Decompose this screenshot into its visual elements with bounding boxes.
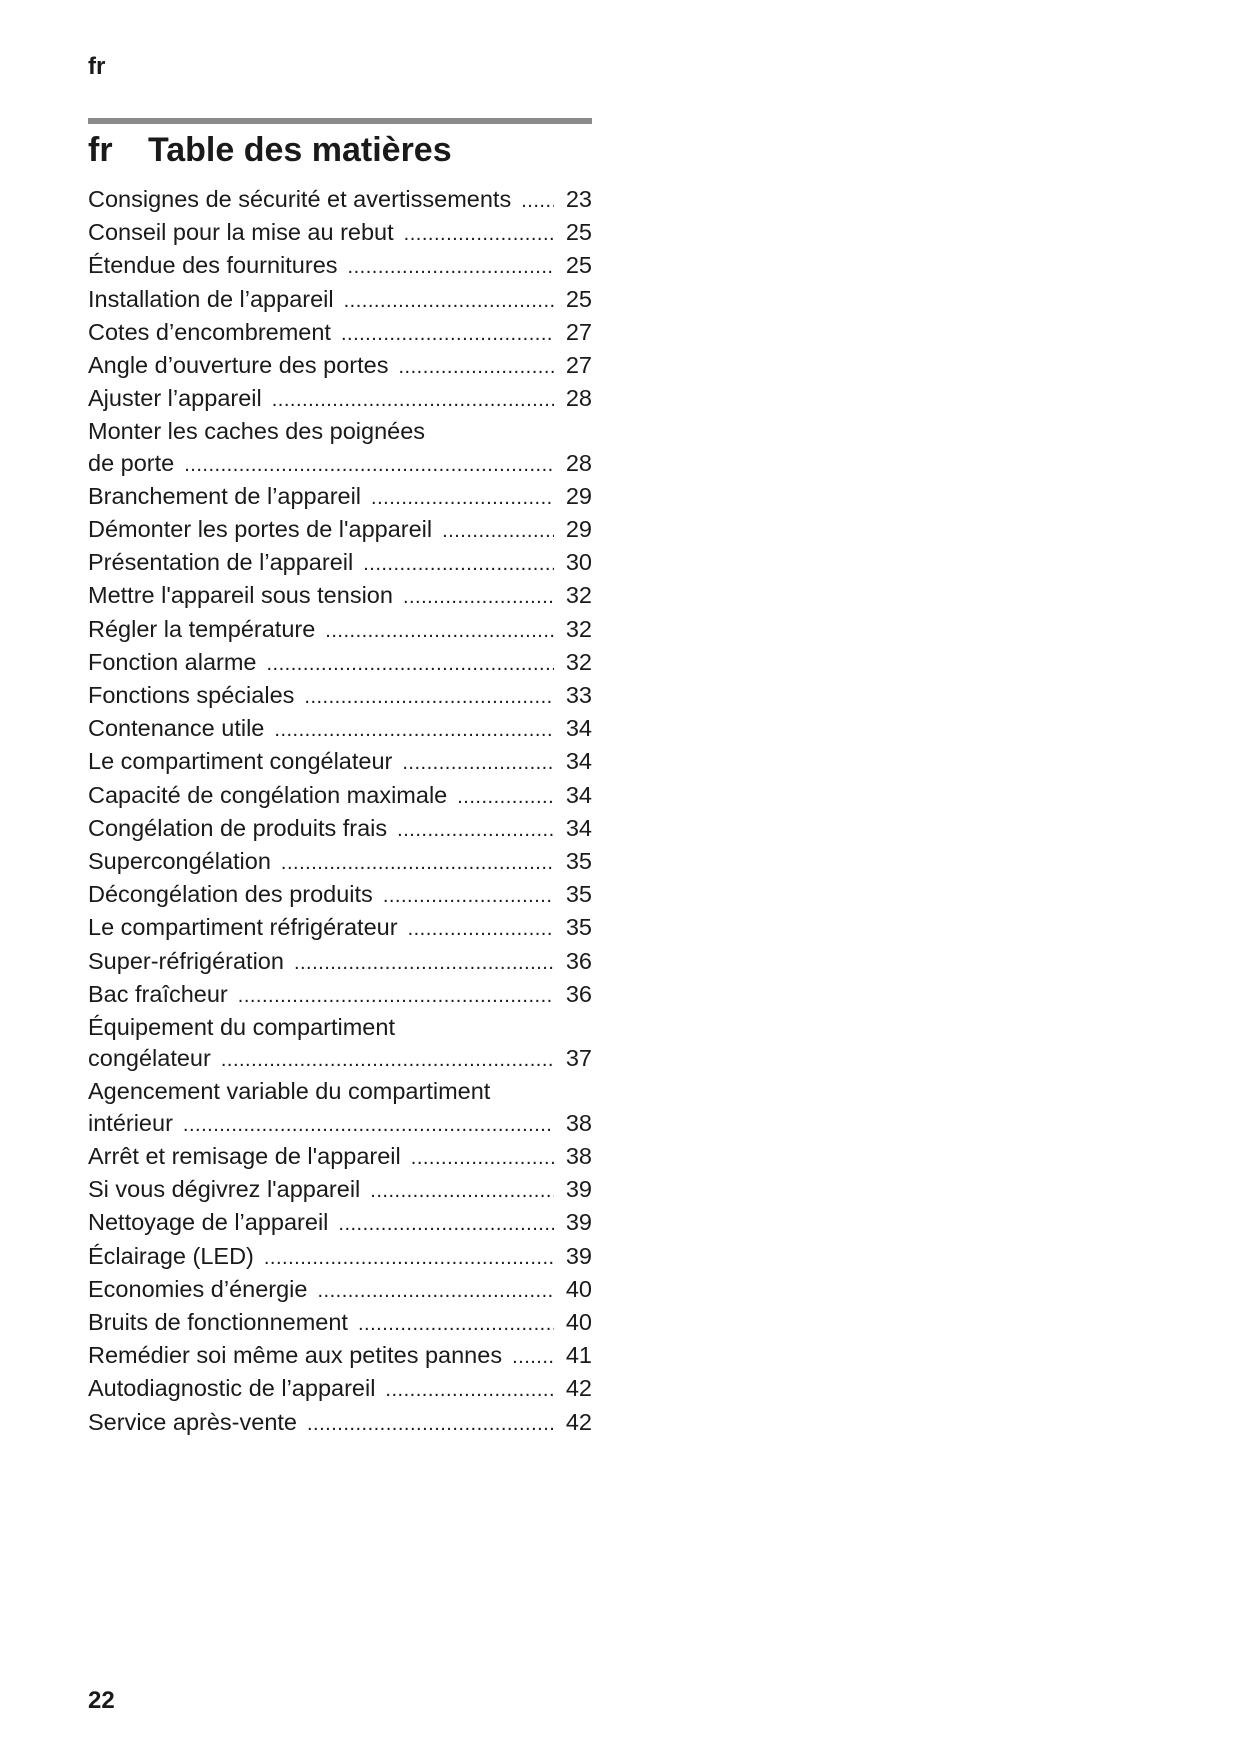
toc-dot-leader bbox=[304, 680, 554, 713]
toc-dot-leader bbox=[264, 1241, 554, 1274]
toc-entry-page: 30 bbox=[565, 549, 592, 576]
toc-entry-label: Remédier soi même aux petites pannes bbox=[88, 1342, 503, 1369]
toc-entry-page: 32 bbox=[565, 648, 592, 675]
toc-entry-label: Angle d’ouverture des portes bbox=[88, 352, 389, 379]
toc-entry-row bbox=[88, 846, 592, 879]
page-number: 22 bbox=[88, 1687, 115, 1714]
toc-entry-row bbox=[88, 946, 592, 979]
page-title bbox=[88, 128, 592, 172]
toc-entry-page: 28 bbox=[565, 449, 592, 476]
toc-entry-label: Contenance utile bbox=[88, 715, 265, 742]
toc-entry-row bbox=[88, 284, 592, 317]
toc-entry[interactable] bbox=[88, 250, 592, 283]
toc-entry-page: 25 bbox=[565, 219, 592, 246]
toc-entry-page: 29 bbox=[565, 516, 592, 543]
toc-entry-row bbox=[88, 680, 592, 713]
toc-entry[interactable] bbox=[88, 912, 592, 945]
toc-entry[interactable] bbox=[88, 1340, 592, 1373]
toc-dot-leader bbox=[272, 383, 554, 416]
toc-entry-label: Étendue des fournitures bbox=[88, 252, 338, 279]
toc-entry-page: 36 bbox=[565, 947, 592, 974]
toc-entry-label: Le compartiment réfrigérateur bbox=[88, 914, 398, 941]
title-text: Table des matières bbox=[148, 131, 452, 169]
toc-entry-row bbox=[88, 250, 592, 283]
toc-entry[interactable] bbox=[88, 284, 592, 317]
toc-entry-label: Consignes de sécurité et avertissements bbox=[88, 186, 512, 212]
toc-entry-row bbox=[88, 580, 592, 613]
toc-entry[interactable] bbox=[88, 217, 592, 250]
toc-entry-label: Mettre l'appareil sous tension bbox=[88, 582, 393, 609]
toc-entry-page: 32 bbox=[565, 582, 592, 609]
toc-entry-label: Présentation de l’appareil bbox=[88, 549, 354, 576]
toc-entry-row bbox=[88, 514, 592, 547]
toc-entry-label: Conseil pour la mise au rebut bbox=[88, 219, 394, 246]
toc-entry[interactable] bbox=[88, 1373, 592, 1406]
toc-entry[interactable] bbox=[88, 780, 592, 813]
toc-dot-leader bbox=[184, 448, 554, 481]
toc-entry-row bbox=[88, 217, 592, 250]
toc-entry-label: Super-réfrigération bbox=[88, 947, 284, 974]
toc-entry[interactable] bbox=[88, 746, 592, 779]
toc-entry-label: Décongélation des produits bbox=[88, 881, 373, 908]
toc-entry-row bbox=[88, 184, 592, 217]
toc-entry[interactable] bbox=[88, 846, 592, 879]
toc-entry-page: 39 bbox=[565, 1209, 592, 1236]
toc-entry-label: Arrêt et remisage de l'appareil bbox=[88, 1142, 401, 1169]
toc-entry-row bbox=[88, 1373, 592, 1406]
toc-dot-leader bbox=[442, 514, 554, 547]
toc-entry-label: Éclairage (LED) bbox=[88, 1242, 254, 1269]
toc-entry-label: Bac fraîcheur bbox=[88, 980, 228, 1007]
table-of-contents bbox=[88, 184, 592, 1440]
toc-entry-row bbox=[88, 746, 592, 779]
toc-entry-page: 34 bbox=[565, 814, 592, 841]
toc-entry-label-line1: Équipement du compartiment bbox=[88, 1014, 395, 1041]
toc-entry-label: intérieur bbox=[88, 1109, 173, 1136]
toc-entry-label: Démonter les portes de l'appareil bbox=[88, 516, 433, 543]
toc-entry-page: 25 bbox=[565, 252, 592, 279]
toc-entry[interactable] bbox=[88, 879, 592, 912]
toc-entry[interactable] bbox=[88, 184, 592, 217]
toc-entry-row bbox=[88, 780, 592, 813]
toc-dot-leader bbox=[221, 1043, 554, 1076]
toc-entry-row bbox=[88, 1174, 592, 1207]
toc-entry-row bbox=[88, 912, 592, 945]
toc-entry[interactable] bbox=[88, 1241, 592, 1274]
toc-dot-leader bbox=[370, 1174, 554, 1207]
toc-entry[interactable] bbox=[88, 580, 592, 613]
toc-entry-label: Branchement de l’appareil bbox=[88, 482, 362, 509]
toc-entry-page: 35 bbox=[565, 881, 592, 908]
toc-entry-row bbox=[88, 1340, 592, 1373]
toc-entry-row bbox=[88, 879, 592, 912]
toc-entry-row bbox=[88, 547, 592, 580]
language-tag: fr bbox=[88, 53, 106, 80]
toc-entry[interactable] bbox=[88, 1207, 592, 1240]
toc-entry-page: 35 bbox=[565, 848, 592, 875]
toc-entry-page: 28 bbox=[565, 385, 592, 412]
toc-entry-label: Service après-vente bbox=[88, 1408, 297, 1435]
toc-entry-page: 38 bbox=[565, 1142, 592, 1169]
toc-entry[interactable] bbox=[88, 813, 592, 846]
toc-entry-row bbox=[88, 1141, 592, 1174]
toc-entry-label: Capacité de congélation maximale bbox=[88, 781, 448, 808]
toc-entry[interactable] bbox=[88, 481, 592, 514]
toc-entry-label: Ajuster l’appareil bbox=[88, 385, 262, 412]
toc-entry[interactable] bbox=[88, 1174, 592, 1207]
toc-entry[interactable] bbox=[88, 946, 592, 979]
toc-entry[interactable] bbox=[88, 547, 592, 580]
toc-entry-row bbox=[88, 317, 592, 350]
toc-entry-page: 33 bbox=[565, 682, 592, 709]
toc-dot-leader bbox=[344, 284, 554, 317]
title-language: fr bbox=[88, 131, 113, 169]
toc-entry-row bbox=[88, 383, 592, 416]
toc-dot-leader bbox=[371, 481, 554, 514]
toc-entry[interactable] bbox=[88, 1274, 592, 1307]
toc-entry[interactable] bbox=[88, 647, 592, 680]
toc-entry-page: 38 bbox=[565, 1109, 592, 1136]
toc-dot-leader bbox=[267, 647, 555, 680]
toc-entry-label: Le compartiment congélateur bbox=[88, 748, 393, 775]
toc-dot-leader bbox=[325, 614, 554, 647]
toc-entry[interactable] bbox=[88, 383, 592, 416]
toc-entry-label: Installation de l’appareil bbox=[88, 285, 334, 312]
toc-entry-page: 42 bbox=[565, 1408, 592, 1435]
toc-entry-row bbox=[88, 1108, 592, 1141]
toc-entry-page: 37 bbox=[565, 1045, 592, 1072]
toc-entry-page: 34 bbox=[565, 715, 592, 742]
toc-entry[interactable] bbox=[88, 680, 592, 713]
toc-dot-leader bbox=[411, 1141, 554, 1174]
toc-entry-label: Si vous dégivrez l'appareil bbox=[88, 1176, 361, 1203]
toc-entry-row bbox=[88, 813, 592, 846]
toc-dot-leader bbox=[348, 250, 554, 283]
toc-entry-row bbox=[88, 1307, 592, 1340]
toc-entry-label-line1: Agencement variable du compartiment bbox=[88, 1078, 491, 1105]
toc-dot-leader bbox=[403, 580, 554, 613]
toc-entry-page: 35 bbox=[565, 914, 592, 941]
toc-dot-leader bbox=[358, 1307, 554, 1340]
toc-dot-leader bbox=[341, 317, 554, 350]
toc-dot-leader bbox=[512, 1340, 554, 1373]
toc-dot-leader bbox=[397, 813, 554, 846]
toc-entry-label: Cotes d’encombrement bbox=[88, 318, 331, 345]
toc-entry-row bbox=[88, 1207, 592, 1240]
toc-entry-page: 32 bbox=[565, 615, 592, 642]
toc-entry-page: 23 bbox=[565, 186, 592, 212]
toc-entry-row bbox=[88, 481, 592, 514]
toc-entry-page: 34 bbox=[565, 781, 592, 808]
toc-entry-label: Fonction alarme bbox=[88, 648, 257, 675]
toc-entry-row bbox=[88, 713, 592, 746]
toc-dot-leader bbox=[521, 184, 554, 217]
toc-entry-label-line1: Monter les caches des poignées bbox=[88, 418, 426, 445]
toc-entry-page: 40 bbox=[565, 1275, 592, 1302]
toc-entry-page: 41 bbox=[565, 1342, 592, 1369]
toc-entry-page: 39 bbox=[565, 1176, 592, 1203]
toc-dot-leader bbox=[281, 846, 554, 879]
toc-entry-page: 34 bbox=[565, 748, 592, 775]
toc-entry-page: 42 bbox=[565, 1375, 592, 1402]
toc-entry-page: 40 bbox=[565, 1308, 592, 1335]
toc-entry-label: Nettoyage de l’appareil bbox=[88, 1209, 329, 1236]
toc-entry-row bbox=[88, 350, 592, 383]
toc-dot-leader bbox=[383, 879, 554, 912]
toc-dot-leader bbox=[274, 713, 554, 746]
toc-entry-row bbox=[88, 448, 592, 481]
toc-entry-label: Supercongélation bbox=[88, 848, 271, 875]
toc-dot-leader bbox=[408, 912, 554, 945]
toc-dot-leader bbox=[238, 979, 554, 1012]
toc-entry-label: congélateur bbox=[88, 1045, 211, 1072]
toc-entry[interactable] bbox=[88, 614, 592, 647]
toc-entry[interactable] bbox=[88, 1076, 592, 1140]
toc-entry[interactable] bbox=[88, 1141, 592, 1174]
toc-entry-label: de porte bbox=[88, 449, 175, 476]
toc-entry[interactable] bbox=[88, 317, 592, 350]
toc-dot-leader bbox=[402, 746, 554, 779]
toc-entry[interactable] bbox=[88, 713, 592, 746]
toc-entry-row bbox=[88, 1043, 592, 1076]
toc-entry-page: 27 bbox=[565, 318, 592, 345]
toc-entry[interactable] bbox=[88, 1307, 592, 1340]
toc-dot-leader bbox=[457, 780, 554, 813]
toc-entry-row bbox=[88, 614, 592, 647]
toc-entry[interactable] bbox=[88, 416, 592, 480]
toc-entry-page: 39 bbox=[565, 1242, 592, 1269]
toc-entry-row bbox=[88, 1407, 592, 1440]
toc-dot-leader bbox=[307, 1407, 554, 1440]
toc-entry-row bbox=[88, 1241, 592, 1274]
toc-entry-page: 25 bbox=[565, 285, 592, 312]
toc-dot-leader bbox=[363, 547, 554, 580]
toc-dot-leader bbox=[385, 1373, 554, 1406]
toc-entry-page: 29 bbox=[565, 482, 592, 509]
toc-dot-leader bbox=[294, 946, 554, 979]
toc-dot-leader bbox=[398, 350, 554, 383]
toc-dot-leader bbox=[317, 1274, 554, 1307]
toc-entry-label: Autodiagnostic de l’appareil bbox=[88, 1375, 376, 1402]
toc-entry-row bbox=[88, 647, 592, 680]
toc-entry-row bbox=[88, 979, 592, 1012]
toc-dot-leader bbox=[338, 1207, 554, 1240]
toc-entry-page: 36 bbox=[565, 980, 592, 1007]
toc-dot-leader bbox=[183, 1108, 554, 1141]
title-rule bbox=[88, 118, 592, 124]
toc-entry-label: Congélation de produits frais bbox=[88, 814, 388, 841]
toc-entry[interactable] bbox=[88, 350, 592, 383]
toc-entry-page: 27 bbox=[565, 352, 592, 379]
toc-entry[interactable] bbox=[88, 1407, 592, 1440]
toc-entry-label: Economies d’énergie bbox=[88, 1275, 308, 1302]
toc-entry-row bbox=[88, 1274, 592, 1307]
toc-entry[interactable] bbox=[88, 979, 592, 1012]
toc-entry-label: Fonctions spéciales bbox=[88, 682, 295, 709]
toc-entry[interactable] bbox=[88, 514, 592, 547]
toc-entry[interactable] bbox=[88, 1012, 592, 1076]
toc-entry-label: Bruits de fonctionnement bbox=[88, 1308, 348, 1335]
toc-dot-leader bbox=[404, 217, 554, 250]
toc-entry-label: Régler la température bbox=[88, 615, 316, 642]
